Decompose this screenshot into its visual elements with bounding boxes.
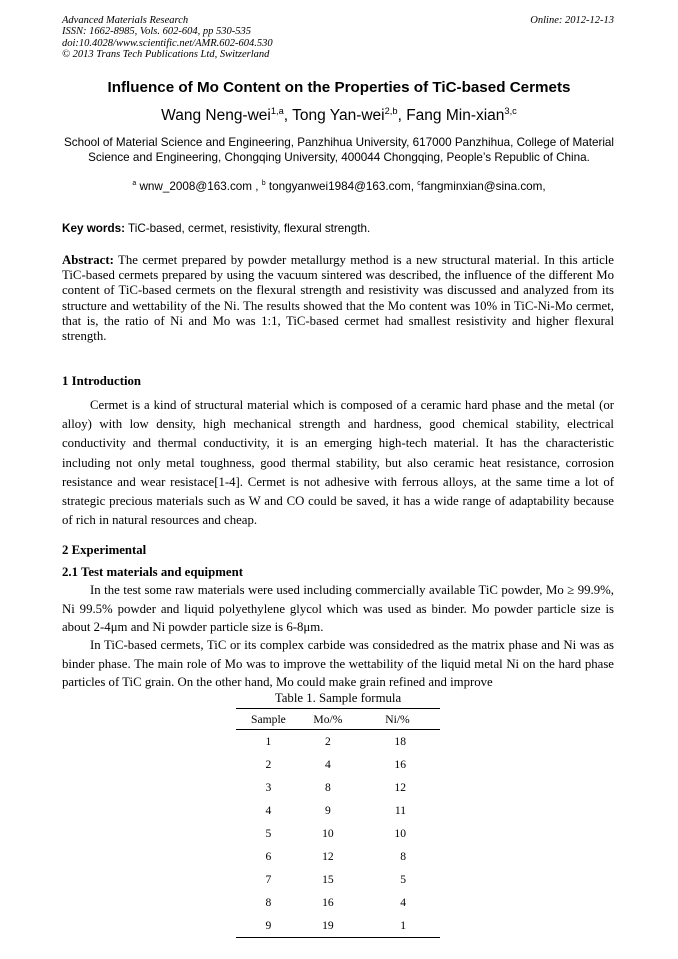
table-row [236,799,440,822]
email-address: fangminxian@sina.com, [420,180,546,193]
paper-title: Influence of Mo Content on the Properties of TiC-based Cermets [107,79,571,96]
cell-sample: 6 [265,850,272,863]
table-row [236,868,440,891]
table-row [236,776,440,799]
table-caption: Table 1. Sample formula [274,691,402,705]
section-heading-experimental: 2 Experimental [62,543,147,557]
cell-mo: 9 [325,804,331,817]
table-header-row [236,709,440,730]
cell-sample: 1 [265,735,272,748]
phases-paragraph: In TiC-based cermets, TiC or its complex carbide was considedred as the matrix phase and Ni was as binder phase. The main role of Mo was to improve the wettability of the liquid metal Ni on the hard phase particles of TiC grain. On the other hand, Mo could make grain refined and improve [62,638,614,689]
table-row [236,845,440,868]
cell-mo: 4 [325,758,331,771]
keywords-text: TiC-based, cermet, resistivity, flexural strength. [125,222,371,235]
author-name: Tong Yan-wei [292,107,385,124]
cell-sample: 5 [265,827,272,840]
journal-issn: ISSN: 1662-8985, Vols. 602-604, pp 530-535 [62,26,251,38]
cell-sample: 4 [265,804,272,817]
table-row [236,822,440,845]
journal-name: Advanced Materials Research [62,15,189,26]
abstract [62,253,614,344]
cell-mo: 8 [325,781,331,794]
cell-ni: 5 [400,873,406,886]
journal-header [62,15,614,61]
column-header-ni: Ni/% [355,709,440,730]
email-list [62,180,616,193]
author-affiliation-mark: 3,c [504,105,517,116]
cell-mo: 10 [322,827,334,840]
cell-ni: 18 [394,735,406,748]
cell-ni: 1 [355,914,440,938]
cell-sample: 7 [265,873,272,886]
author-affiliation-mark: 2,b [384,105,398,116]
online-date: Online: 2012-12-13 [530,15,614,26]
journal-copyright: © 2013 Trans Tech Publications Ltd, Switzerland [62,49,270,61]
cell-ni: 11 [394,804,406,817]
cell-mo: 2 [325,735,331,748]
email-mark: a [132,180,137,188]
author-affiliation-mark: 1,a [270,105,284,116]
cell-ni: 8 [400,850,406,863]
table-row [236,914,440,938]
table-row [236,753,440,776]
cell-sample: 9 [236,914,301,938]
email-mark: b [261,180,266,188]
subsection-heading-materials: 2.1 Test materials and equipment [62,565,243,579]
cell-mo: 15 [322,873,334,886]
author-separator: , [397,107,407,124]
affiliation: School of Material Science and Engineering, Panzhihua University, 617000 Panzhihua, College of Material Science and Engineering, Chongqing University, 400044 Chongqing, People’s Republic of China. [63,136,615,164]
author-list [62,107,616,125]
email-address: wnw_2008@163.com , [136,180,262,193]
column-header-mo: Mo/% [301,709,355,730]
column-header-sample: Sample [236,709,301,730]
introduction-paragraph: Cermet is a kind of structural material which is composed of a ceramic hard phase and the metal (or alloy) with low density, high mechanical strength and hardness, good chemical stability, electrical conductivity and thermal conductivity, it is an emerging high-tech material. It has the characteristic including not only metal toughness, good thermal stability, but also ceramic heat resistance, corrosion resistance and wear resistace[1-4]. Cermet is not adhesive with ferrous alloys, at the same time a lot of strategic precious materials such as W and CO could be saved, it has a wide range of adaptability because of rich in natural resources and cheap. [62,398,614,528]
cell-sample: 3 [265,781,272,794]
email-address: tongyanwei1984@163.com, [265,180,418,193]
materials-paragraph: In the test some raw materials were used including commercially available TiC powder, Mo ≥ 99.9%, Ni 99.5% powder and liquid polyethylene glycol which was used as binder. Mo powder particle size is about 2-4μm and Ni powder particle size is 6-8μm. [62,583,614,634]
cell-sample: 8 [265,896,272,909]
author-name: Wang Neng-wei [161,107,271,124]
author-separator: , [283,107,293,124]
author-name: Fang Min-xian [406,107,505,124]
sample-formula-table [236,708,440,938]
abstract-text: The cermet prepared by powder metallurgy method is a new structural material. In this article TiC-based cermets prepared by using the vacuum sintered was described, the influence of the different Mo content of TiC-based cermets on the flexural strength and resistivity was discussed and analyzed from its structure and wettability of the Ni. The results showed that the Mo content was 10% in TiC-Ni-Mo cermet, that is, the ratio of Ni and Mo was 1:1, TiC-based cermet had smallest resistivity and higher flexural strength. [62,253,614,344]
table-row [236,730,440,754]
cell-ni: 4 [400,896,406,909]
section-heading-introduction: 1 Introduction [62,374,142,388]
keywords-label: Key words: [62,222,125,235]
keywords [62,222,616,235]
cell-mo: 19 [301,914,355,938]
cell-ni: 12 [394,781,406,794]
cell-ni: 10 [394,827,406,840]
abstract-label: Abstract: [62,253,114,267]
cell-sample: 2 [265,758,272,771]
cell-ni: 16 [394,758,406,771]
cell-mo: 16 [322,896,334,909]
cell-mo: 12 [322,850,334,863]
table-row [236,891,440,914]
email-mark: c [417,180,421,188]
journal-doi: doi:10.4028/www.scientific.net/AMR.602-604.530 [62,37,273,49]
